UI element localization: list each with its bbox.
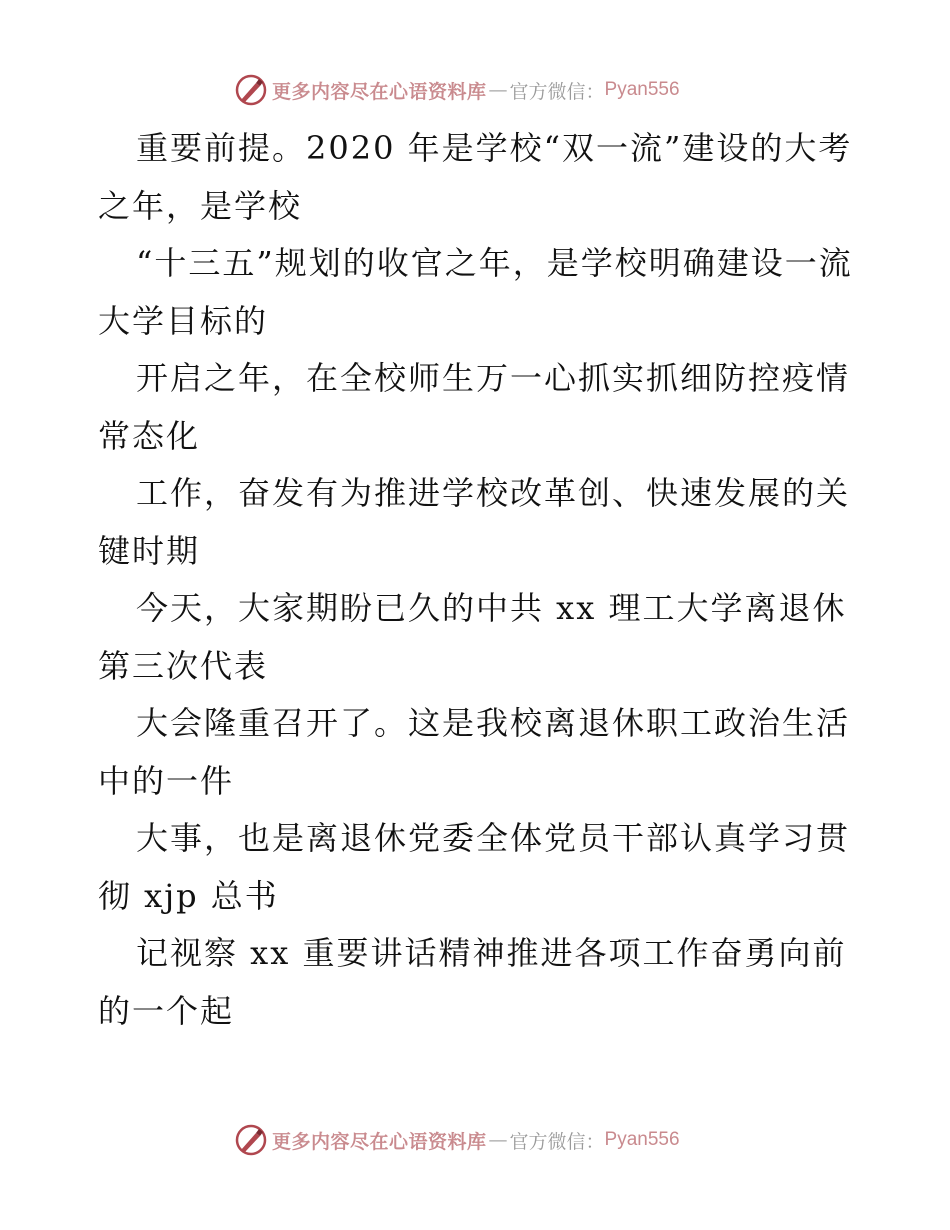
wechat-id: Pyan556 (604, 79, 680, 100)
paragraph: 开启之年，在全校师生万一心抓实抓细防控疫情常态化 (98, 359, 851, 455)
paragraph: “十三五”规划的收官之年，是学校明确建设一流大学目标的 (98, 244, 853, 340)
wechat-id: Pyan556 (604, 1129, 680, 1150)
paragraph: 大会隆重召开了。这是我校离退休职工政治生活中的一件 (98, 704, 851, 800)
brand-text: 更多内容尽在心语资料库 (272, 80, 487, 103)
document-body (98, 120, 858, 1040)
paragraph: 大事，也是离退休党委全体党员干部认真学习贯彻 xjp 总书 (98, 819, 851, 915)
paragraph: 记视察 xx 重要讲话精神推进各项工作奋勇向前的一个起 (98, 934, 847, 1030)
separator-dash: — (488, 1129, 508, 1151)
paragraph: 工作，奋发有为推进学校改革创、快速发展的关键时期 (98, 474, 851, 570)
pen-circle-logo-icon (234, 73, 268, 107)
brand-text: 更多内容尽在心语资料库 (272, 1130, 487, 1153)
separator-dash: — (488, 79, 508, 101)
pen-circle-logo-icon (234, 1123, 268, 1157)
contact-label: 官方微信： (509, 1130, 605, 1153)
paragraph: 重要前提。2020 年是学校“双一流”建设的大考之年，是学校 (98, 129, 853, 225)
header-watermark-banner (234, 72, 680, 108)
footer-watermark-banner (234, 1122, 680, 1158)
contact-label: 官方微信： (509, 80, 605, 103)
paragraph: 今天，大家期盼已久的中共 xx 理工大学离退休第三次代表 (98, 589, 847, 685)
